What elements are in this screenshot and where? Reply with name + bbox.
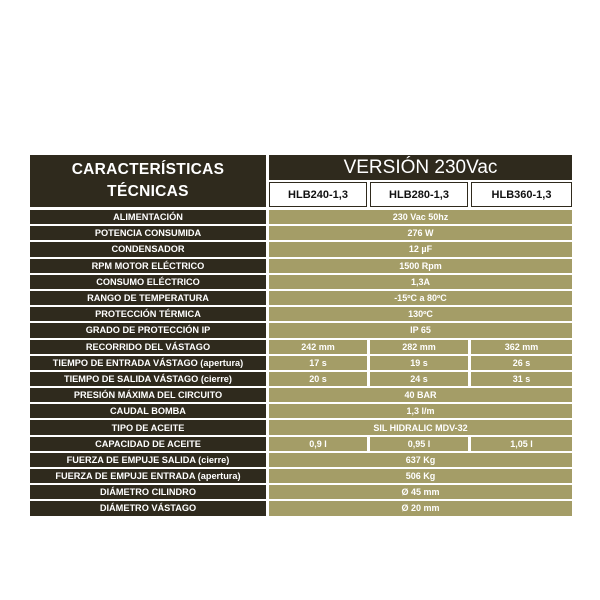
row-value: 362 mm [471, 340, 572, 354]
row-value: 19 s [370, 356, 468, 370]
row-label: FUERZA DE EMPUJE ENTRADA (apertura) [30, 469, 266, 483]
row-label: FUERZA DE EMPUJE SALIDA (cierre) [30, 453, 266, 467]
row-values [269, 259, 572, 273]
row-value: SIL HIDRALIC MDV-32 [269, 420, 572, 434]
row-values [269, 307, 572, 321]
row-value: -15ºC a 80ºC [269, 291, 572, 305]
row-value: 230 Vac 50hz [269, 210, 572, 224]
row-value: IP 65 [269, 323, 572, 337]
row-value: Ø 20 mm [269, 501, 572, 515]
table-row [30, 485, 572, 499]
row-values [269, 485, 572, 499]
row-values [269, 388, 572, 402]
table-row [30, 453, 572, 467]
row-values [269, 291, 572, 305]
table-row [30, 323, 572, 337]
row-value: 31 s [471, 372, 572, 386]
row-label: CAPACIDAD DE ACEITE [30, 437, 266, 451]
row-value: 20 s [269, 372, 367, 386]
table-row [30, 259, 572, 273]
table-row [30, 356, 572, 370]
model-headers [269, 182, 572, 207]
row-label: POTENCIA CONSUMIDA [30, 226, 266, 240]
row-values [269, 501, 572, 515]
row-label: ALIMENTACIÓN [30, 210, 266, 224]
row-values [269, 275, 572, 289]
row-label: TIEMPO DE ENTRADA VÁSTAGO (apertura) [30, 356, 266, 370]
row-values [269, 453, 572, 467]
specs-table [30, 155, 572, 518]
table-title [30, 155, 266, 207]
row-value: 24 s [370, 372, 468, 386]
row-label: CONSUMO ELÉCTRICO [30, 275, 266, 289]
row-values [269, 340, 572, 354]
row-values [269, 226, 572, 240]
table-row [30, 420, 572, 434]
row-value: 637 Kg [269, 453, 572, 467]
row-value: 0,95 l [370, 437, 468, 451]
row-values [269, 242, 572, 256]
table-row [30, 404, 572, 418]
table-row [30, 291, 572, 305]
row-value: 1500 Rpm [269, 259, 572, 273]
row-values [269, 404, 572, 418]
row-label: CONDENSADOR [30, 242, 266, 256]
row-value: 242 mm [269, 340, 367, 354]
table-row [30, 307, 572, 321]
row-label: DIÁMETRO CILINDRO [30, 485, 266, 499]
row-label: RANGO DE TEMPERATURA [30, 291, 266, 305]
model-header: HLB360-1,3 [471, 182, 572, 207]
table-row [30, 388, 572, 402]
table-header [30, 155, 572, 207]
table-row [30, 437, 572, 451]
table-body [30, 210, 572, 516]
model-header: HLB240-1,3 [269, 182, 367, 207]
title-line-1: CARACTERÍSTICAS [71, 161, 225, 178]
row-values [269, 469, 572, 483]
row-values [269, 210, 572, 224]
version-title: VERSIÓN 230Vac [269, 155, 572, 180]
row-values [269, 372, 572, 386]
table-row [30, 372, 572, 386]
row-label: TIEMPO DE SALIDA VÁSTAGO (cierre) [30, 372, 266, 386]
row-value: 1,3 l/m [269, 404, 572, 418]
row-value: 0,9 l [269, 437, 367, 451]
row-value: 130ºC [269, 307, 572, 321]
row-label: PROTECCIÓN TÉRMICA [30, 307, 266, 321]
row-label: DIÁMETRO VÁSTAGO [30, 501, 266, 515]
row-value: 506 Kg [269, 469, 572, 483]
row-value: 40 BAR [269, 388, 572, 402]
row-value: Ø 45 mm [269, 485, 572, 499]
row-value: 1,05 l [471, 437, 572, 451]
row-label: PRESIÓN MÁXIMA DEL CIRCUITO [30, 388, 266, 402]
table-row [30, 242, 572, 256]
row-values [269, 356, 572, 370]
row-value: 276 W [269, 226, 572, 240]
row-value: 12 µF [269, 242, 572, 256]
table-row [30, 469, 572, 483]
row-value: 282 mm [370, 340, 468, 354]
row-value: 17 s [269, 356, 367, 370]
row-value: 1,3A [269, 275, 572, 289]
row-values [269, 323, 572, 337]
table-row [30, 340, 572, 354]
table-row [30, 275, 572, 289]
table-row [30, 226, 572, 240]
table-row [30, 501, 572, 515]
row-values [269, 420, 572, 434]
row-label: RPM MOTOR ELÉCTRICO [30, 259, 266, 273]
title-line-2: TÉCNICAS [107, 183, 189, 200]
row-value: 26 s [471, 356, 572, 370]
model-header: HLB280-1,3 [370, 182, 468, 207]
row-values [269, 437, 572, 451]
row-label: CAUDAL BOMBA [30, 404, 266, 418]
version-block [269, 155, 572, 207]
row-label: GRADO DE PROTECCIÓN IP [30, 323, 266, 337]
row-label: RECORRIDO DEL VÁSTAGO [30, 340, 266, 354]
row-label: TIPO DE ACEITE [30, 420, 266, 434]
table-row [30, 210, 572, 224]
